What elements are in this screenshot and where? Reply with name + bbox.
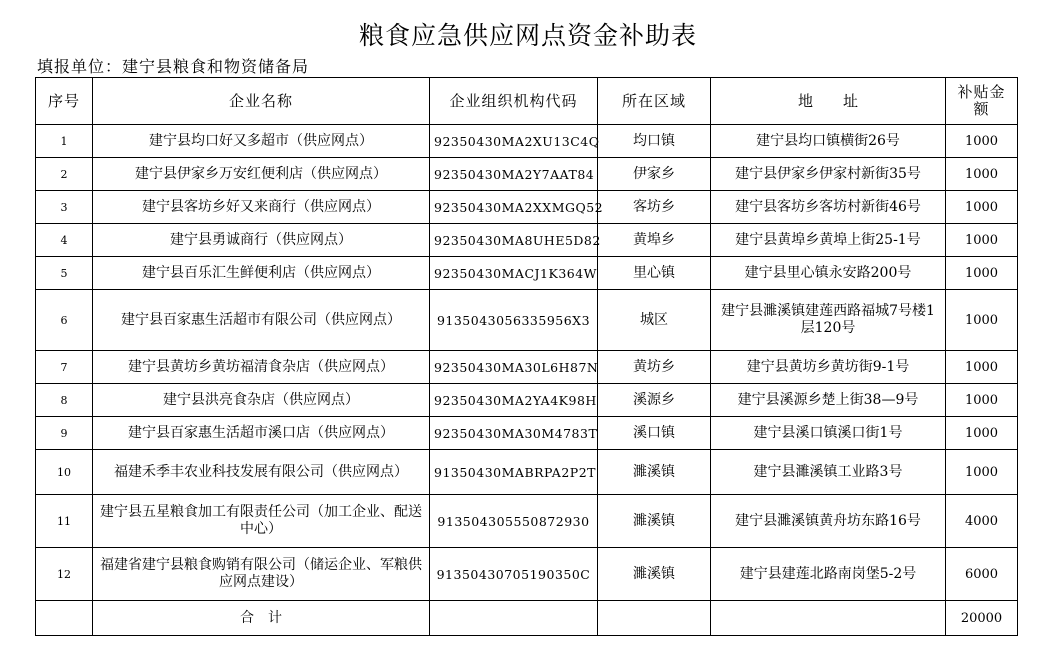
address: 建宁县溪源乡楚上街38—9号 [711, 384, 946, 417]
subsidy-amount: 1000 [946, 351, 1018, 384]
row-index: 11 [36, 495, 93, 548]
row-index: 7 [36, 351, 93, 384]
area: 客坊乡 [598, 191, 711, 224]
row-index: 1 [36, 125, 93, 158]
row-index: 8 [36, 384, 93, 417]
total-row [36, 601, 1018, 636]
area: 城区 [598, 290, 711, 351]
org-code: 92350430MA8UHE5D82 [430, 224, 598, 257]
row-index: 2 [36, 158, 93, 191]
company-name: 建宁县百家惠生活超市溪口店（供应网点） [93, 417, 430, 450]
company-name: 建宁县黄坊乡黄坊福清食杂店（供应网点） [93, 351, 430, 384]
col-header-area: 所在区域 [598, 78, 711, 125]
area: 里心镇 [598, 257, 711, 290]
company-name: 建宁县勇诚商行（供应网点） [93, 224, 430, 257]
company-name: 建宁县客坊乡好又来商行（供应网点） [93, 191, 430, 224]
table-row [36, 125, 1018, 158]
row-index: 10 [36, 450, 93, 495]
company-name: 建宁县百乐汇生鲜便利店（供应网点） [93, 257, 430, 290]
table-row [36, 224, 1018, 257]
table-row [36, 450, 1018, 495]
address: 建宁县里心镇永安路200号 [711, 257, 946, 290]
company-name: 建宁县均口好又多超市（供应网点） [93, 125, 430, 158]
address: 建宁县濉溪镇黄舟坊东路16号 [711, 495, 946, 548]
address: 建宁县黄坊乡黄坊街9-1号 [711, 351, 946, 384]
row-index: 5 [36, 257, 93, 290]
org-code: 91350430705190350C [430, 548, 598, 601]
area: 濉溪镇 [598, 450, 711, 495]
org-code: 913504305550872930 [430, 495, 598, 548]
header-row [36, 78, 1018, 125]
company-name: 建宁县五星粮食加工有限责任公司（加工企业、配送中心） [93, 495, 430, 548]
address: 建宁县黄埠乡黄埠上街25-1号 [711, 224, 946, 257]
company-name: 建宁县洪亮食杂店（供应网点） [93, 384, 430, 417]
subsidy-amount: 1000 [946, 384, 1018, 417]
company-name: 福建省建宁县粮食购销有限公司（储运企业、军粮供应网点建设） [93, 548, 430, 601]
area: 黄埠乡 [598, 224, 711, 257]
table-row [36, 548, 1018, 601]
row-index: 3 [36, 191, 93, 224]
row-index: 6 [36, 290, 93, 351]
subsidy-amount: 1000 [946, 224, 1018, 257]
address: 建宁县建莲北路南岗堡5-2号 [711, 548, 946, 601]
table-row [36, 384, 1018, 417]
org-code: 91350430MABRPA2P2T [430, 450, 598, 495]
subsidy-amount: 1000 [946, 290, 1018, 351]
area: 黄坊乡 [598, 351, 711, 384]
table-title: 粮食应急供应网点资金补助表 [358, 21, 697, 50]
area: 伊家乡 [598, 158, 711, 191]
subsidy-amount: 1000 [946, 125, 1018, 158]
org-code: 92350430MA30L6H87N [430, 351, 598, 384]
table-body [36, 125, 1018, 601]
row-index: 4 [36, 224, 93, 257]
org-code: 9135043056335956X3 [430, 290, 598, 351]
reporting-unit: 填报单位：建宁县粮食和物资储备局 [37, 57, 310, 76]
table-row [36, 191, 1018, 224]
company-name: 福建禾季丰农业科技发展有限公司（供应网点） [93, 450, 430, 495]
col-header-address: 地 址 [711, 78, 946, 125]
subsidy-amount: 4000 [946, 495, 1018, 548]
company-name: 建宁县伊家乡万安红便利店（供应网点） [93, 158, 430, 191]
company-name: 建宁县百家惠生活超市有限公司（供应网点） [93, 290, 430, 351]
address: 建宁县客坊乡客坊村新街46号 [711, 191, 946, 224]
table-row [36, 158, 1018, 191]
subsidy-amount: 6000 [946, 548, 1018, 601]
col-header-index: 序号 [36, 78, 93, 125]
col-header-name: 企业名称 [93, 78, 430, 125]
table-row [36, 495, 1018, 548]
area: 濉溪镇 [598, 495, 711, 548]
subsidy-amount: 1000 [946, 417, 1018, 450]
subsidy-amount: 1000 [946, 257, 1018, 290]
area: 均口镇 [598, 125, 711, 158]
subsidy-amount: 1000 [946, 191, 1018, 224]
col-header-amount: 补贴金额 [946, 78, 1018, 125]
row-index: 12 [36, 548, 93, 601]
address: 建宁县濉溪镇工业路3号 [711, 450, 946, 495]
total-amount: 20000 [946, 601, 1018, 636]
address: 建宁县伊家乡伊家村新街35号 [711, 158, 946, 191]
subsidy-amount: 1000 [946, 158, 1018, 191]
row-index: 9 [36, 417, 93, 450]
table-row [36, 351, 1018, 384]
subsidy-amount: 1000 [946, 450, 1018, 495]
org-code: 92350430MACJ1K364W [430, 257, 598, 290]
subsidy-table [35, 77, 1018, 636]
table-row [36, 257, 1018, 290]
table-row [36, 417, 1018, 450]
org-code: 92350430MA2XXMGQ52 [430, 191, 598, 224]
total-blank [36, 601, 93, 636]
org-code: 92350430MA2YA4K98H [430, 384, 598, 417]
address: 建宁县均口镇横街26号 [711, 125, 946, 158]
org-code: 92350430MA30M4783T [430, 417, 598, 450]
total-blank [598, 601, 711, 636]
org-code: 92350430MA2XU13C4Q [430, 125, 598, 158]
total-blank [430, 601, 598, 636]
area: 溪源乡 [598, 384, 711, 417]
col-header-code: 企业组织机构代码 [430, 78, 598, 125]
table-row [36, 290, 1018, 351]
total-blank [711, 601, 946, 636]
org-code: 92350430MA2Y7AAT84 [430, 158, 598, 191]
address: 建宁县溪口镇溪口街1号 [711, 417, 946, 450]
address: 建宁县濉溪镇建莲西路福城7号楼1层120号 [711, 290, 946, 351]
total-label: 合 计 [93, 601, 430, 636]
area: 濉溪镇 [598, 548, 711, 601]
area: 溪口镇 [598, 417, 711, 450]
